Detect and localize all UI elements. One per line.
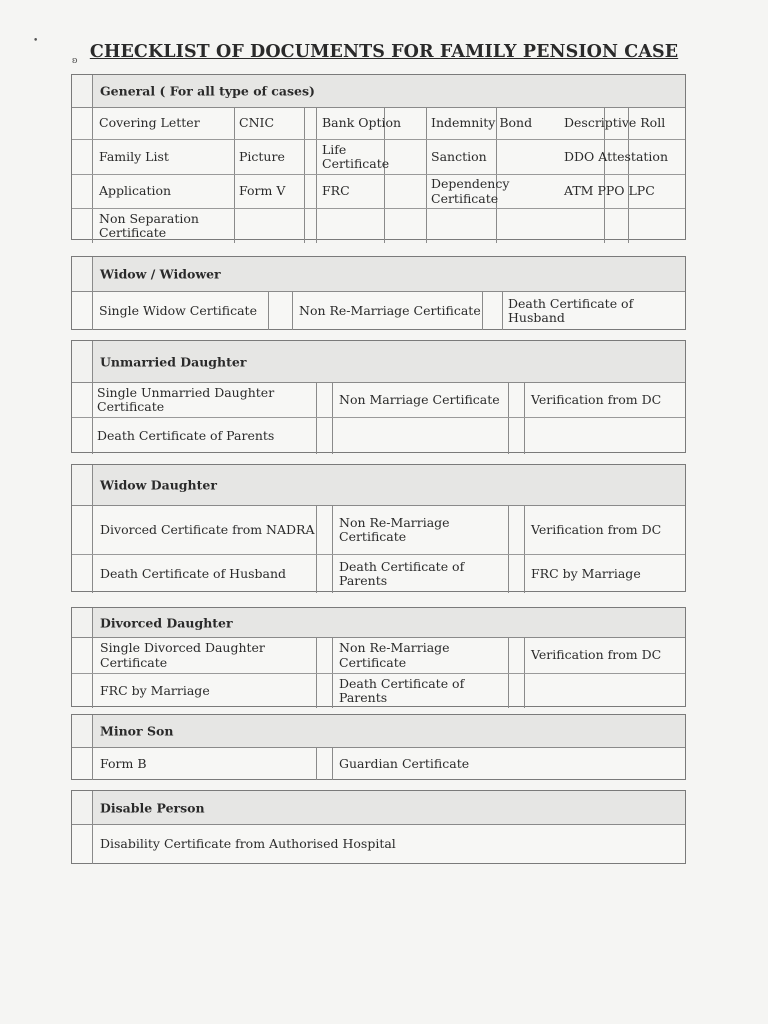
section-header	[72, 791, 685, 825]
document-item: Death Certificate of Parents	[339, 558, 465, 588]
document-item: Descriptive Roll	[564, 115, 666, 131]
table-row	[72, 674, 685, 708]
table-row	[72, 638, 685, 674]
checkbox-column	[72, 75, 93, 107]
column-divider	[92, 140, 93, 174]
column-divider	[332, 418, 333, 454]
column-divider	[524, 638, 525, 673]
column-divider	[496, 209, 497, 243]
document-item: FRC	[322, 183, 350, 199]
section-title: Divorced Daughter	[100, 615, 233, 630]
document-item: Death Certificate of Parents	[339, 675, 465, 705]
document-item: Death Certificate of Husband	[508, 295, 634, 325]
column-divider	[92, 506, 93, 554]
column-divider	[524, 418, 525, 454]
column-divider	[524, 383, 525, 417]
column-divider	[92, 825, 93, 864]
document-item: Non Re-Marriage Certificate	[339, 640, 450, 670]
column-divider	[316, 418, 317, 454]
column-divider	[316, 506, 317, 554]
column-divider	[316, 108, 317, 139]
checkbox-column	[72, 341, 93, 382]
table-row	[72, 506, 685, 555]
checkbox-column	[72, 791, 93, 824]
document-item: Dependency Certificate	[431, 176, 510, 206]
column-divider	[92, 383, 93, 417]
column-divider	[332, 674, 333, 708]
section-title: Widow Daughter	[100, 477, 217, 493]
column-divider	[92, 748, 93, 780]
table-row	[72, 555, 685, 593]
column-divider	[426, 108, 427, 139]
unmarried-daughter-section	[71, 340, 686, 453]
table-row	[72, 292, 685, 330]
document-item: Single Widow Certificate	[99, 302, 257, 318]
document-item: ATM PPO LPC	[564, 183, 655, 199]
document-item: Picture	[239, 148, 285, 164]
minor-son-section	[71, 714, 686, 780]
section-header	[72, 715, 685, 748]
document-item: Bank Option	[322, 115, 402, 131]
column-divider	[234, 140, 235, 174]
section-header	[72, 257, 685, 292]
column-divider	[92, 555, 93, 593]
document-item: FRC by Marriage	[531, 565, 641, 581]
column-divider	[316, 748, 317, 780]
column-divider	[332, 506, 333, 554]
column-divider	[332, 638, 333, 673]
checkbox-column	[72, 715, 93, 747]
section-title: Widow / Widower	[100, 266, 221, 282]
column-divider	[332, 555, 333, 593]
column-divider	[316, 383, 317, 417]
widow-daughter-section	[71, 464, 686, 592]
section-title: General ( For all type of cases)	[100, 83, 315, 99]
document-item: Covering Letter	[99, 115, 200, 131]
column-divider	[332, 748, 333, 780]
section-title: Unmarried Daughter	[100, 354, 247, 369]
scan-speck: •	[33, 36, 39, 46]
document-item: Divorced Certificate from NADRA	[100, 521, 315, 537]
checkbox-column	[72, 257, 93, 291]
column-divider	[508, 506, 509, 554]
section-title: Disable Person	[100, 800, 205, 815]
column-divider	[628, 209, 629, 243]
disable-person-section	[71, 790, 686, 864]
section-header	[72, 465, 685, 506]
document-item: Single Divorced Daughter Certificate	[100, 640, 265, 670]
column-divider	[524, 506, 525, 554]
column-divider	[316, 209, 317, 243]
column-divider	[332, 383, 333, 417]
column-divider	[508, 674, 509, 708]
document-item: Death Certificate of Husband	[100, 565, 287, 581]
document-item: Indemnity Bond	[431, 115, 533, 131]
column-divider	[92, 175, 93, 208]
document-item: Non Marriage Certificate	[339, 391, 500, 407]
column-divider	[92, 292, 93, 330]
column-divider	[304, 209, 305, 243]
general-section	[71, 74, 686, 240]
column-divider	[268, 292, 269, 330]
column-divider	[508, 383, 509, 417]
column-divider	[304, 140, 305, 174]
document-item: Non Separation Certificate	[99, 210, 199, 240]
column-divider	[508, 638, 509, 673]
column-divider	[292, 292, 293, 330]
column-divider	[234, 175, 235, 208]
column-divider	[426, 175, 427, 208]
column-divider	[92, 638, 93, 673]
column-divider	[92, 209, 93, 243]
column-divider	[426, 140, 427, 174]
column-divider	[234, 108, 235, 139]
column-divider	[304, 108, 305, 139]
section-header	[72, 75, 685, 108]
table-row	[72, 209, 685, 243]
column-divider	[384, 175, 385, 208]
document-item: Non Re-Marriage Certificate	[339, 514, 450, 544]
column-divider	[524, 674, 525, 708]
table-row	[72, 108, 685, 140]
document-item: Life Certificate	[322, 141, 390, 171]
checkbox-column	[72, 465, 93, 505]
column-divider	[508, 555, 509, 593]
document-item: Application	[99, 183, 172, 199]
section-header	[72, 341, 685, 383]
document-item: Verification from DC	[531, 391, 662, 407]
document-item: Form B	[100, 755, 147, 771]
table-row	[72, 175, 685, 209]
document-item: Disability Certificate from Authorised Hospital	[100, 836, 396, 852]
document-item: DDO Attestation	[564, 148, 669, 164]
document-item: Sanction	[431, 148, 487, 164]
section-header	[72, 608, 685, 638]
column-divider	[92, 674, 93, 708]
column-divider	[482, 292, 483, 330]
document-item: Single Unmarried Daughter Certificate	[97, 384, 275, 414]
table-row	[72, 748, 685, 780]
table-row	[72, 825, 685, 864]
column-divider	[234, 209, 235, 243]
document-item: Guardian Certificate	[339, 755, 470, 771]
table-row	[72, 140, 685, 175]
column-divider	[316, 175, 317, 208]
section-title: Minor Son	[100, 723, 174, 739]
column-divider	[316, 674, 317, 708]
column-divider	[316, 555, 317, 593]
column-divider	[502, 292, 503, 330]
document-item: Form V	[239, 183, 286, 199]
column-divider	[604, 209, 605, 243]
column-divider	[316, 638, 317, 673]
document-item: Death Certificate of Parents	[97, 427, 275, 443]
page-title: CHECKLIST OF DOCUMENTS FOR FAMILY PENSION CASE	[89, 42, 679, 62]
column-divider	[92, 108, 93, 139]
column-divider	[508, 418, 509, 454]
divorced-daughter-section	[71, 607, 686, 707]
table-row	[72, 418, 685, 454]
table-row	[72, 383, 685, 418]
column-divider	[304, 175, 305, 208]
document-item: Family List	[99, 148, 169, 164]
document-item: Non Re-Marriage Certificate	[299, 302, 481, 318]
column-divider	[496, 140, 497, 174]
scan-speck: ʚ	[72, 56, 78, 66]
column-divider	[316, 140, 317, 174]
document-item: FRC by Marriage	[100, 682, 210, 698]
document-item: CNIC	[239, 115, 275, 131]
document-item: Verification from DC	[531, 647, 662, 663]
widow-section	[71, 256, 686, 330]
checkbox-column	[72, 608, 93, 637]
column-divider	[524, 555, 525, 593]
column-divider	[384, 209, 385, 243]
document-item: Verification from DC	[531, 521, 662, 537]
column-divider	[92, 418, 93, 454]
column-divider	[426, 209, 427, 243]
